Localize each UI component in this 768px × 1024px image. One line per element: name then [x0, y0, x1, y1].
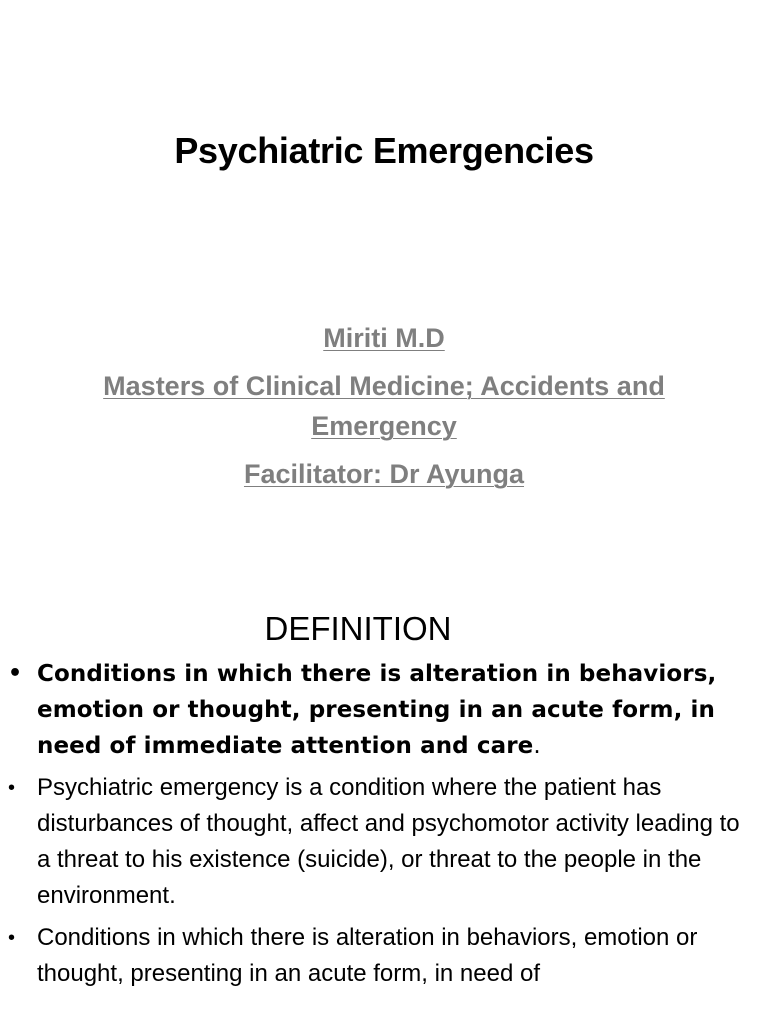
degree-link-line1[interactable]: Masters of Clinical Medicine; Accidents and	[103, 371, 665, 401]
bullet-text-2: Psychiatric emergency is a condition where the patient has disturbances of thought, affect and psychomotor activity leading to a threat to his existence (suicide), or threat to the people in the environment.	[37, 774, 740, 909]
author-block	[60, 318, 708, 494]
section-heading: DEFINITION	[264, 610, 452, 647]
bullet-text-1: Conditions in which there is alteration in behaviors, emotion or thought, presenting in an acute form, in need of immediate attention and care	[37, 661, 717, 759]
bullet-dot-icon: •	[8, 927, 16, 949]
bullet-dot-icon: •	[8, 661, 23, 686]
degree-link-line2[interactable]: Emergency	[311, 411, 457, 441]
bullet-text-1-end: .	[533, 733, 541, 759]
definition-bullet-list	[0, 656, 768, 992]
bullet-item-2	[0, 770, 768, 914]
bullet-text-3: Conditions in which there is alteration in behaviors, emotion or thought, presenting in an acute form, in need of	[37, 924, 698, 987]
bullet-item-3	[0, 920, 768, 992]
author-name-link[interactable]: Miriti M.D	[323, 323, 445, 353]
bullet-dot-icon: •	[8, 777, 16, 799]
bullet-item-1	[0, 656, 768, 764]
facilitator-link[interactable]: Facilitator: Dr Ayunga	[243, 459, 525, 489]
slide-title: Psychiatric Emergencies	[174, 130, 594, 171]
